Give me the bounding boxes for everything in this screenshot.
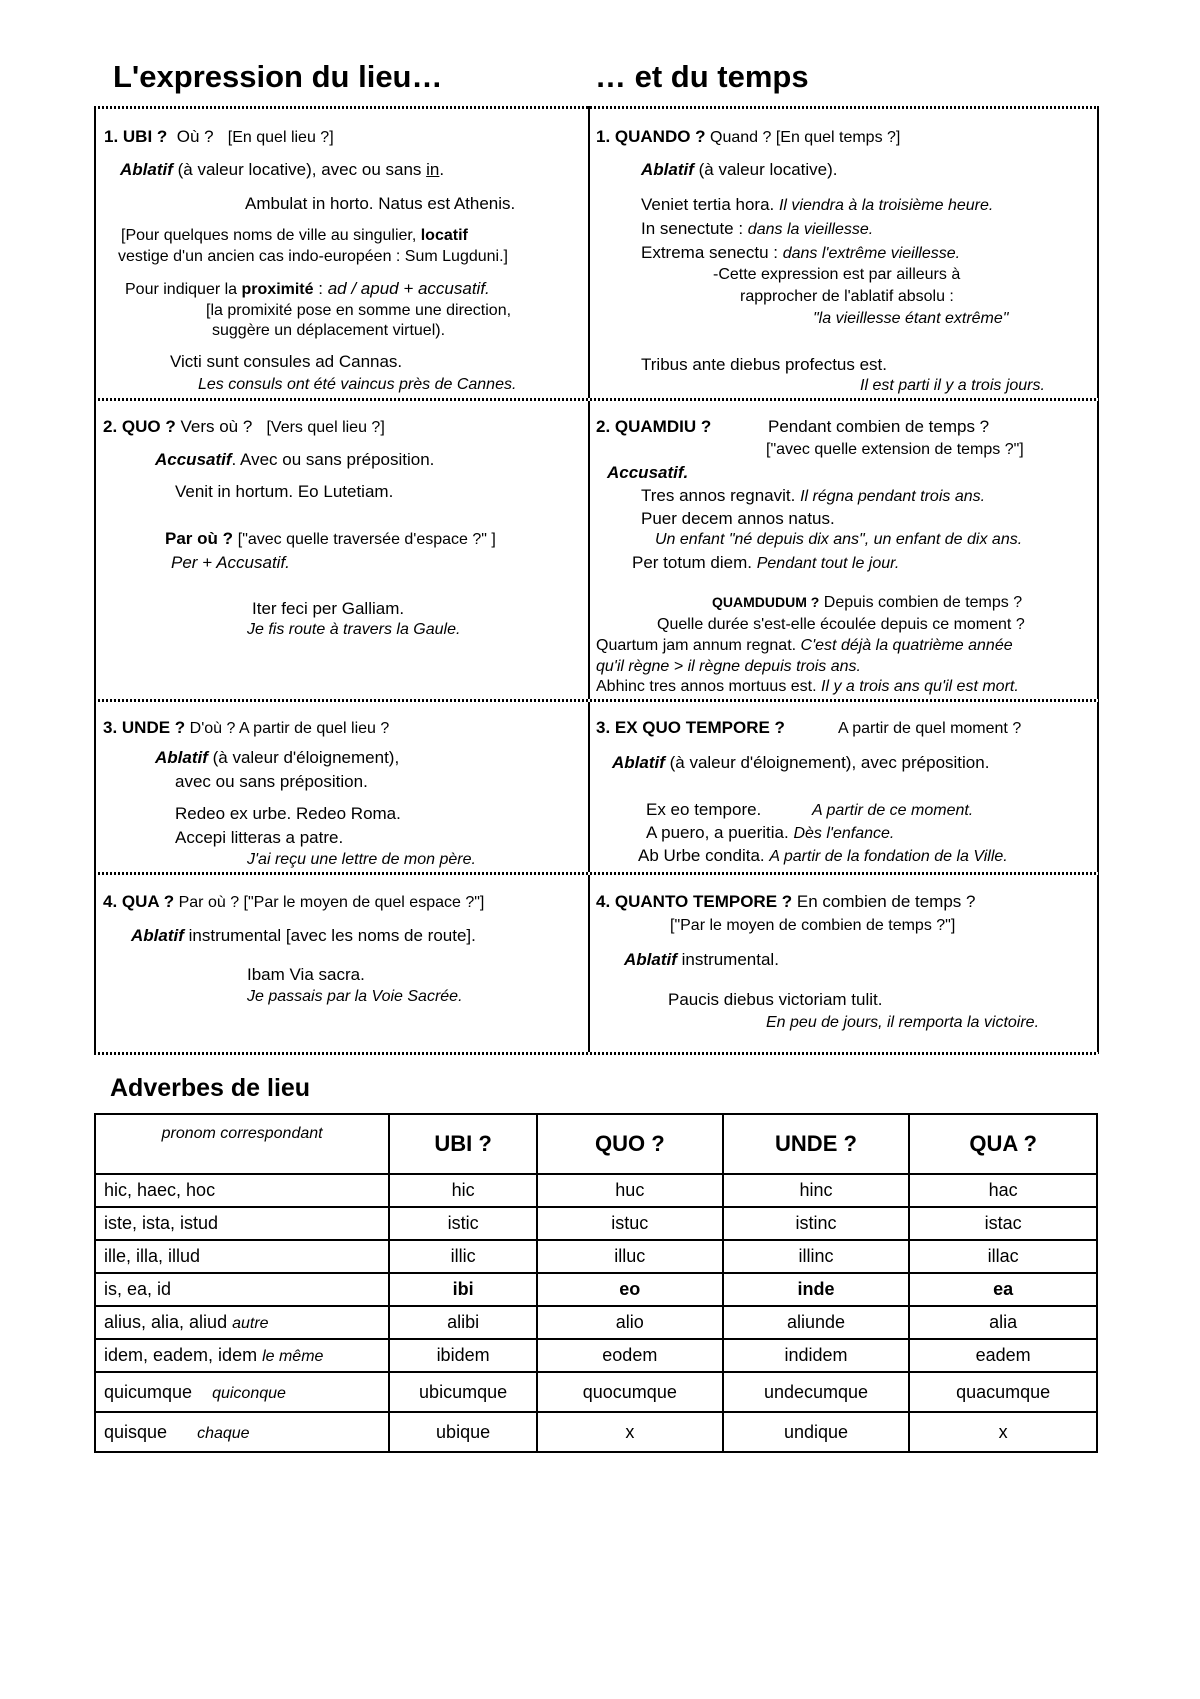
adverb-cell: eodem: [537, 1339, 723, 1372]
quo-heading: 2. QUO ?: [103, 417, 176, 436]
adverb-cell: alibi: [389, 1306, 537, 1339]
adverb-cell: istuc: [537, 1207, 723, 1240]
case-label: Ablatif: [612, 753, 665, 772]
adverb-cell: ibidem: [389, 1339, 537, 1372]
adverb-cell: hac: [909, 1174, 1097, 1207]
quamdiu-heading: 2. QUAMDIU ?: [596, 417, 712, 436]
pronoun-cell: is, ea, id: [95, 1273, 389, 1306]
quando-heading: 1. QUANDO ?: [596, 127, 706, 146]
table-row: [95, 1372, 1097, 1412]
case-label: Ablatif: [120, 160, 173, 179]
adverb-cell: illinc: [723, 1240, 910, 1273]
qua-heading: 4. QUA ?: [103, 892, 175, 911]
example: Venit in hortum. Eo Lutetiam.: [175, 482, 394, 501]
adverb-cell: istac: [909, 1207, 1097, 1240]
table-row: [95, 1273, 1097, 1306]
adverb-cell: hic: [389, 1174, 537, 1207]
pronoun-cell: idem, eadem, idem le même: [95, 1339, 389, 1372]
pronoun-cell: ille, illa, illud: [95, 1240, 389, 1273]
example: Iter feci per Galliam.: [252, 599, 405, 618]
adverb-cell: huc: [537, 1174, 723, 1207]
table-row: [95, 1306, 1097, 1339]
adverb-cell: ea: [909, 1273, 1097, 1306]
column-header: UNDE ?: [723, 1114, 910, 1174]
ubi-heading: 1. UBI ?: [104, 127, 168, 146]
translation: Il est parti il y a trois jours.: [860, 377, 1045, 394]
adverb-cell: indidem: [723, 1339, 910, 1372]
example: Ambulat in horto. Natus est Athenis.: [245, 194, 516, 213]
adverb-cell: hinc: [723, 1174, 910, 1207]
adverb-cell: alio: [537, 1306, 723, 1339]
example: Tribus ante diebus profectus est.: [641, 355, 888, 374]
adverbes-table: [94, 1113, 1098, 1453]
adverb-cell: eo: [537, 1273, 723, 1306]
translation: Je passais par la Voie Sacrée.: [247, 988, 463, 1005]
adverb-cell: ubicumque: [389, 1372, 537, 1412]
adverb-cell: x: [537, 1412, 723, 1452]
table-row: [95, 1240, 1097, 1273]
table-row: [95, 1207, 1097, 1240]
adverb-cell: undecumque: [723, 1372, 910, 1412]
adverb-cell: x: [909, 1412, 1097, 1452]
adverb-cell: illuc: [537, 1240, 723, 1273]
adverb-cell: alia: [909, 1306, 1097, 1339]
title-temps: … et du temps: [595, 59, 809, 94]
adverb-cell: undique: [723, 1412, 910, 1452]
adverb-cell: quacumque: [909, 1372, 1097, 1412]
example: Ibam Via sacra.: [247, 965, 365, 984]
adverb-cell: ubique: [389, 1412, 537, 1452]
unde-heading: 3. UNDE ?: [103, 718, 186, 737]
column-header: QUA ?: [909, 1114, 1097, 1174]
pronoun-cell: quisque chaque: [95, 1412, 389, 1452]
pronoun-cell: alius, alia, aliud autre: [95, 1306, 389, 1339]
adverb-cell: inde: [723, 1273, 910, 1306]
case-label: Ablatif: [155, 748, 208, 767]
case-label: Ablatif: [624, 950, 677, 969]
example: Paucis diebus victoriam tulit.: [668, 990, 883, 1009]
column-header: pronom correspondant: [95, 1114, 389, 1174]
quanto-heading: 4. QUANTO TEMPORE ?: [596, 892, 793, 911]
translation: Les consuls ont été vaincus près de Cannes.: [198, 376, 517, 393]
translation: J'ai reçu une lettre de mon père.: [247, 851, 476, 868]
table-row: [95, 1174, 1097, 1207]
adverb-cell: quocumque: [537, 1372, 723, 1412]
case-label: Ablatif: [641, 160, 694, 179]
adverb-cell: ibi: [389, 1273, 537, 1306]
translation: En peu de jours, il remporta la victoire.: [766, 1014, 1040, 1031]
pronoun-cell: iste, ista, istud: [95, 1207, 389, 1240]
example: Victi sunt consules ad Cannas.: [170, 352, 403, 371]
adverb-cell: illac: [909, 1240, 1097, 1273]
adverb-cell: eadem: [909, 1339, 1097, 1372]
table-header-row: [95, 1114, 1097, 1174]
example: Redeo ex urbe. Redeo Roma.: [175, 804, 401, 823]
translation: Je fis route à travers la Gaule.: [247, 621, 461, 638]
adverb-cell: istic: [389, 1207, 537, 1240]
table-row: [95, 1412, 1097, 1452]
case-label: Accusatif: [155, 450, 232, 469]
adverbes-title: Adverbes de lieu: [110, 1074, 311, 1102]
table-row: [95, 1339, 1097, 1372]
pronoun-cell: quicumque quiconque: [95, 1372, 389, 1412]
adverb-cell: istinc: [723, 1207, 910, 1240]
pronoun-cell: hic, haec, hoc: [95, 1174, 389, 1207]
case-label: Ablatif: [131, 926, 184, 945]
case-label: Accusatif.: [607, 463, 689, 482]
adverb-cell: aliunde: [723, 1306, 910, 1339]
column-header: QUO ?: [537, 1114, 723, 1174]
adverb-cell: illic: [389, 1240, 537, 1273]
exquo-heading: 3. EX QUO TEMPORE ?: [596, 718, 785, 737]
title-lieu: L'expression du lieu…: [113, 59, 443, 94]
example: Accepi litteras a patre.: [175, 828, 344, 847]
column-header: UBI ?: [389, 1114, 537, 1174]
